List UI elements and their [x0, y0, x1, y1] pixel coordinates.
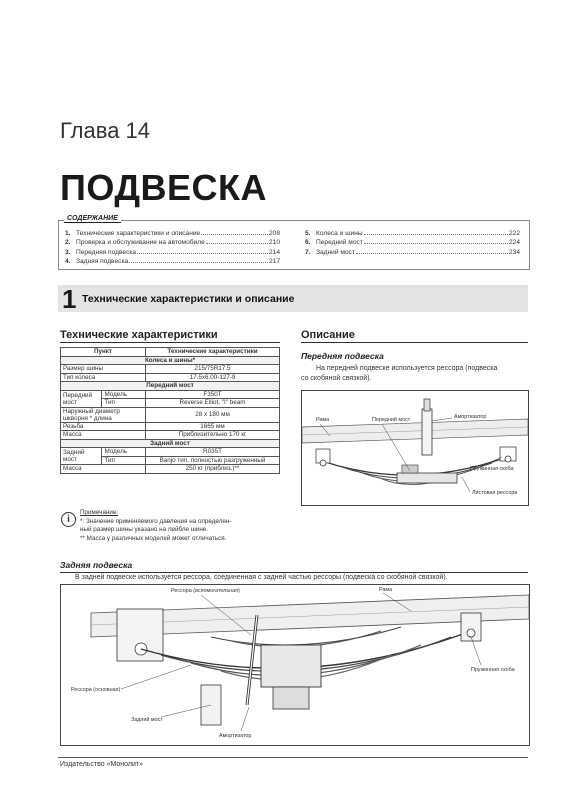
group-front: Передний мост [61, 382, 280, 391]
figure-label-aux-spring: Рессора (вспомогательная) [171, 588, 240, 594]
row-value: Banjo тип, полностью разгруженный [146, 456, 280, 465]
row-label: Тип колеса [61, 373, 146, 382]
text-line: На передней подвеске используется рессора (подвеска [316, 365, 498, 372]
table-row [61, 448, 280, 457]
table-group-row [61, 382, 280, 391]
section-title: Технические характеристики и описание [82, 293, 295, 305]
row-sublabel: Модель [102, 390, 146, 399]
specs-table [60, 347, 280, 474]
figure-label-front-axle: Передний мост [372, 417, 411, 423]
row-label: Задний мост [61, 448, 102, 465]
group-rear: Задний мост [61, 439, 280, 448]
row-label: Наружный диаметр шкворня * длина [61, 407, 146, 422]
col-header-spec: Технические характеристики [146, 348, 280, 357]
row-label: Масса [61, 431, 146, 440]
table-row [61, 373, 280, 382]
figure-label-frame: Рама [316, 417, 330, 423]
note-line: *: Значение применяемого давления на определен- [80, 517, 232, 525]
table-group-row [61, 356, 280, 365]
figure-label-main-spring: Рессора (основная) [71, 687, 121, 693]
front-suspension-heading: Передняя подвеска [301, 351, 384, 361]
rear-suspension-text: В задней подвеске используется рессора, соединенная с задней частью рессоры (подвеска со скобяной связкой). [75, 574, 448, 581]
group-wheels: Колеса и шины* [61, 356, 280, 365]
toc-box [58, 220, 530, 270]
col-header-item: Пункт [61, 348, 146, 357]
footer-rule [58, 757, 528, 758]
figure-label-spring-bracket: Пружинная скоба [470, 466, 514, 472]
row-sublabel: Модель [102, 448, 146, 457]
row-label: Масса [61, 465, 146, 474]
row-value: F350T [146, 390, 280, 399]
toc-item[interactable]: 5. Колеса и шины 222 [305, 230, 520, 237]
chapter-label: Глава 14 [60, 118, 151, 143]
section-number: 1 [62, 284, 77, 314]
figure-label-shock: Амортизатор [219, 733, 252, 739]
note-title: Примечание: [80, 509, 119, 516]
front-suspension-drawing [302, 391, 528, 505]
toc-column-left [65, 229, 280, 267]
table-row [61, 407, 280, 422]
figure-label-frame: Рама [379, 587, 393, 593]
row-value: Приблизительно 170 кг [146, 431, 280, 440]
row-sublabel: Тип [102, 456, 146, 465]
table-header-row [61, 348, 280, 357]
toc-item[interactable]: 3. Передняя подвеска 214 [65, 248, 280, 256]
row-sublabel: Тип [102, 399, 146, 408]
note-line: ный размер шины указано на лейбле шине. [80, 526, 209, 533]
figure-label-rear-axle: Задний мост [131, 717, 163, 723]
row-value: 250 кг (приблиз.)** [146, 465, 280, 474]
table-row [61, 465, 280, 474]
note-icon: i [61, 512, 76, 527]
description-heading: Описание [301, 329, 355, 341]
footer-publisher: Издательство «Монолит» [60, 761, 144, 768]
row-label: Передний мост [61, 390, 102, 407]
toc-item[interactable]: 6. Передний мост 224 [305, 239, 520, 247]
rear-suspension-figure [60, 584, 530, 746]
table-row [61, 390, 280, 399]
note-block [80, 509, 280, 543]
table-row [61, 365, 280, 374]
specs-heading: Технические характеристики [60, 329, 218, 341]
specs-heading-rule [60, 342, 280, 343]
toc-item[interactable]: 7. Задний мост 234 [305, 248, 520, 256]
toc-item[interactable]: 1. Технические характеристики и описание 208 [65, 230, 280, 237]
toc-heading: СОДЕРЖАНИЕ [64, 215, 121, 223]
row-value: 215/75R17.5 [146, 365, 280, 374]
row-value: Reverse Elliot, "I" beam [146, 399, 280, 408]
note-line: ** Масса у различных моделей может отличаться. [80, 534, 227, 542]
page-title: ПОДВЕСКА [60, 167, 268, 208]
text-line: со скобяной связкой). [301, 374, 372, 382]
figure-label-shock: Амортизатор [454, 414, 487, 420]
figure-label-spring-bracket: Пружинная скоба [471, 667, 515, 673]
toc-item[interactable]: 4. Задняя подвеска 217 [65, 258, 280, 266]
row-value: 28 x 180 мм [146, 407, 280, 422]
toc-column-right [305, 229, 520, 257]
front-suspension-text [301, 364, 528, 383]
row-value: R035T [146, 448, 280, 457]
table-group-row [61, 439, 280, 448]
row-value: 17.5x6.00-127-9 [146, 373, 280, 382]
rear-suspension-heading: Задняя подвеска [60, 560, 133, 570]
row-label: Размер шины [61, 365, 146, 374]
front-suspension-figure [301, 390, 529, 506]
row-label: Резьба [61, 422, 146, 431]
toc-item[interactable]: 2. Проверка и обслуживание на автомобиле 210 [65, 239, 280, 247]
figure-label-leaf-spring: Листовая рессора [472, 490, 518, 496]
description-heading-rule [301, 342, 528, 343]
table-row [61, 422, 280, 431]
table-row [61, 431, 280, 440]
row-value: 1665 мм [146, 422, 280, 431]
